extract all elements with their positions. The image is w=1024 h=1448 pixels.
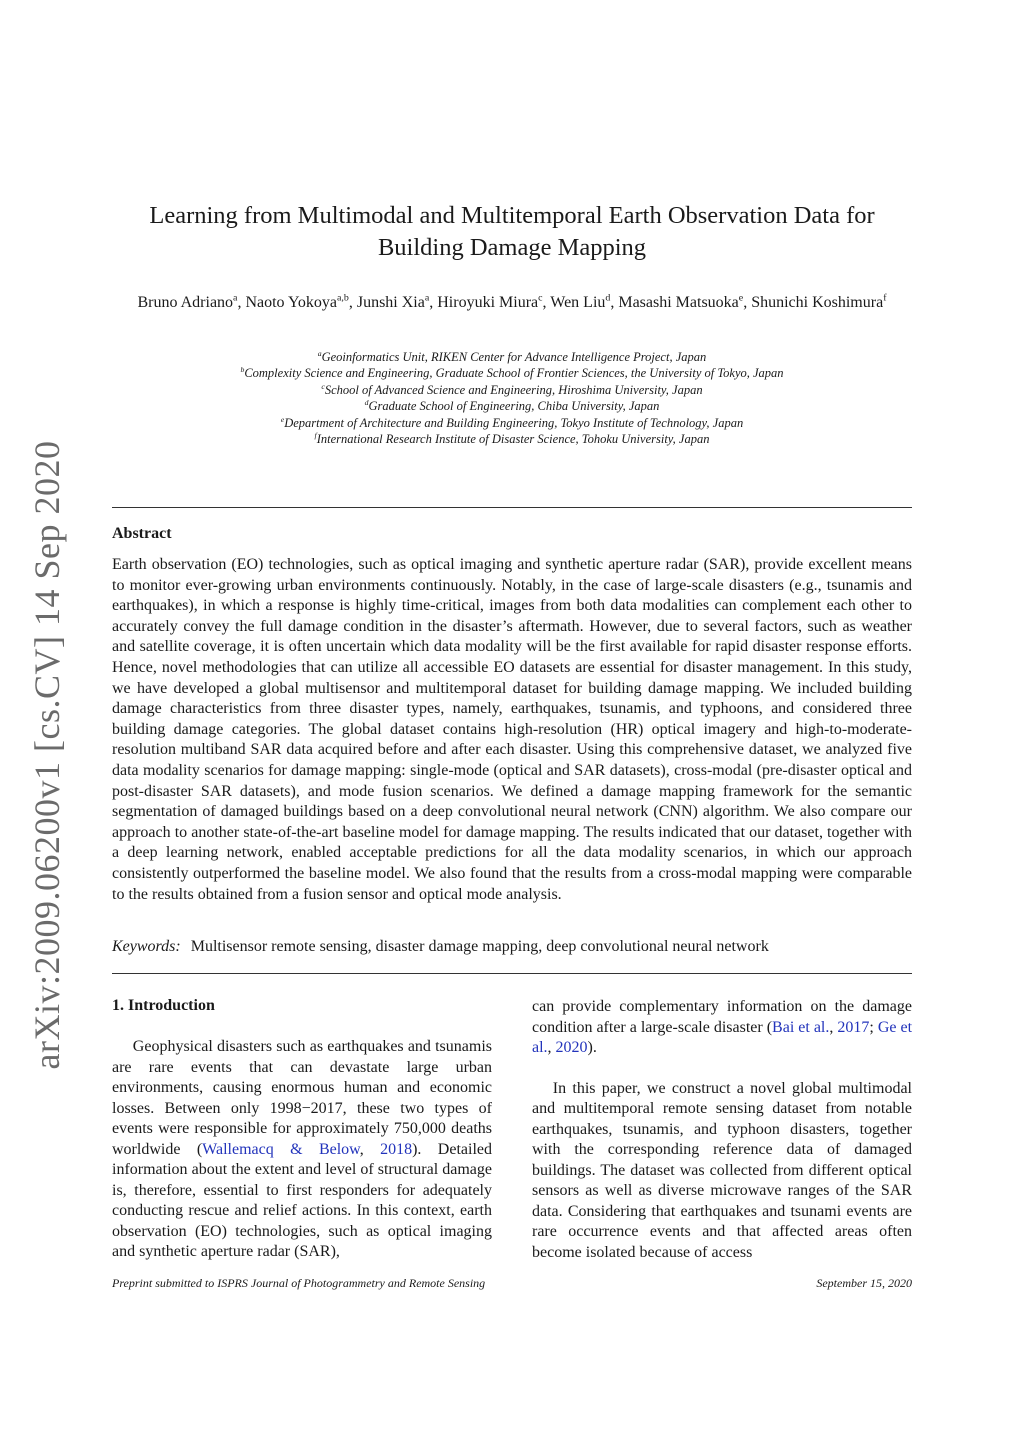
abstract-heading: Abstract	[112, 525, 172, 542]
citation-link[interactable]: 2017	[837, 1018, 870, 1036]
keywords-text: Multisensor remote sensing, disaster damage mapping, deep convolutional neural network	[190, 938, 769, 955]
intro-paragraph-1: Geophysical disasters such as earthquakes and tsunamis are rare events that can devastate large urban environments, causing enormous human and economic losses. Between only 1998−2017, these two types of events were responsible for approximately 750,000 deaths worldwide (Wallemacq & Below, 2018). Detailed information about the extent and level of structural damage is, therefore, essential to first responders for adequately conducting rescue and relief actions. In this context, earth observation (EO) technologies, such as optical imaging and synthetic aperture radar (SAR),	[112, 1038, 492, 1260]
author: Naoto Yokoya$^{a,b}$	[245, 292, 349, 311]
affiliation: $^b$Complexity Science and Engineering, Graduate School of Frontier Sciences, the University of Tokyo, Japan	[240, 365, 784, 381]
citation-link[interactable]: 2018	[380, 1140, 413, 1158]
author-list: Bruno Adriano$^a$, Naoto Yokoya$^{a,b}$, Junshi Xia$^a$, Hiroyuki Miura$^c$, Wen Liu$^d$, Masashi Matsuoka$^e$, Shunichi Koshimura$^f$	[137, 292, 887, 311]
top-divider	[112, 507, 912, 508]
author: Shunichi Koshimura$^f$	[751, 292, 887, 311]
intro-paragraph-continued: can provide complementary information on the damage condition after a large-scale disaster (Bai et al., 2017; Ge et al., 2020).	[532, 998, 913, 1056]
left-column	[112, 1037, 492, 1263]
citation-link[interactable]: Bai et al.	[772, 1018, 830, 1036]
affiliation: $^e$Department of Architecture and Building Engineering, Tokyo Institute of Technology, Japan	[280, 414, 744, 430]
author: Hiroyuki Miura$^c$	[437, 292, 543, 311]
citation-link[interactable]: 2020	[555, 1039, 588, 1056]
author: Junshi Xia$^a$	[356, 292, 430, 311]
affiliation: $^d$Graduate School of Engineering, Chiba University, Japan	[364, 398, 660, 414]
footer-journal: Preprint submitted to ISPRS Journal of Photogrammetry and Remote Sensing	[112, 1276, 486, 1290]
section-heading-introduction: 1. Introduction	[112, 997, 215, 1014]
affiliation: $^f$International Research Institute of Disaster Science, Tohoku University, Japan	[314, 430, 710, 447]
intro-paragraph-2: In this paper, we construct a novel global multimodal and multitemporal remote sensing dataset from notable earthquakes, tsunamis, and typhoon disasters, together with the corresponding reference data of damaged buildings. The dataset was collected from different optical sensors as well as diverse microwave ranges of the SAR data. Considering that earthquakes and tsunami events are rare occurrence events and that affected areas often become isolated because of access	[532, 1079, 912, 1261]
page-footer	[112, 1276, 912, 1291]
citation-link[interactable]: Wallemacq & Below	[202, 1140, 360, 1158]
affiliation: $^c$School of Advanced Science and Engineering, Hiroshima University, Japan	[321, 381, 703, 397]
keywords	[112, 938, 912, 956]
affiliation: $^a$Geoinformatics Unit, RIKEN Center for Advance Intelligence Project, Japan	[317, 348, 707, 364]
abstract-text: Earth observation (EO) technologies, such as optical imaging and synthetic aperture radar (SAR), provide excellent means to monitor ever-growing urban environments continuously. Notably, in the case of large-scale disasters (e.g., tsunamis and earthquakes), in which a response is highly time-critical, images from both data modalities can complement each other to accurately convey the full damage condition in the disaster’s aftermath. However, due to several factors, such as weather and satellite coverage, it is often uncertain which data modality will be the first available for rapid disaster response efforts. Hence, novel methodologies that can utilize all accessible EO datasets are essential for disaster management. In this study, we have developed a global multisensor and multitemporal dataset for building damage mapping. We included building damage characteristics from three disaster types, namely, earthquakes, tsunamis, and typhoons, and considered three building damage categories. The global dataset contains high-resolution (HR) optical imagery and high-to-moderate-resolution multiband SAR data acquired before and after each disaster. Using this comprehensive dataset, we analyzed five data modality scenarios for damage mapping: single-mode (optical and SAR datasets), cross-modal (pre-disaster optical and post-disaster SAR datasets), and mode fusion scenarios. We defined a damage mapping framework for the semantic segmentation of damaged buildings based on a deep convolutional neural network (CNN) algorithm. We also compare our approach to another state-of-the-art baseline model for damage mapping. The results indicated that our dataset, together with a deep learning network, enabled acceptable predictions for all the data modality scenarios, in which our approach consistently outperformed the baseline model. We also found that the results from a cross-modal mapping were comparable to the results obtained from a fusion sensor and optical mode analysis.	[112, 556, 912, 903]
affiliation-list	[112, 349, 912, 447]
author: Masashi Matsuoka$^e$	[618, 292, 744, 311]
right-column	[532, 997, 912, 1263]
bottom-divider	[112, 973, 912, 974]
citation-link[interactable]: Ge et al.	[532, 1018, 913, 1056]
arxiv-identifier: arXiv:2009.06200v1 [cs.CV] 14 Sep 2020	[27, 440, 67, 1070]
keywords-label: Keywords:	[112, 938, 181, 955]
author: Bruno Adriano$^a$	[137, 292, 238, 311]
footer-date: September 15, 2020	[816, 1276, 912, 1290]
author: Wen Liu$^d$	[550, 292, 611, 311]
paper-title: Learning from Multimodal and Multitemporal Earth Observation Data for Building Damage Mapping	[149, 202, 875, 261]
